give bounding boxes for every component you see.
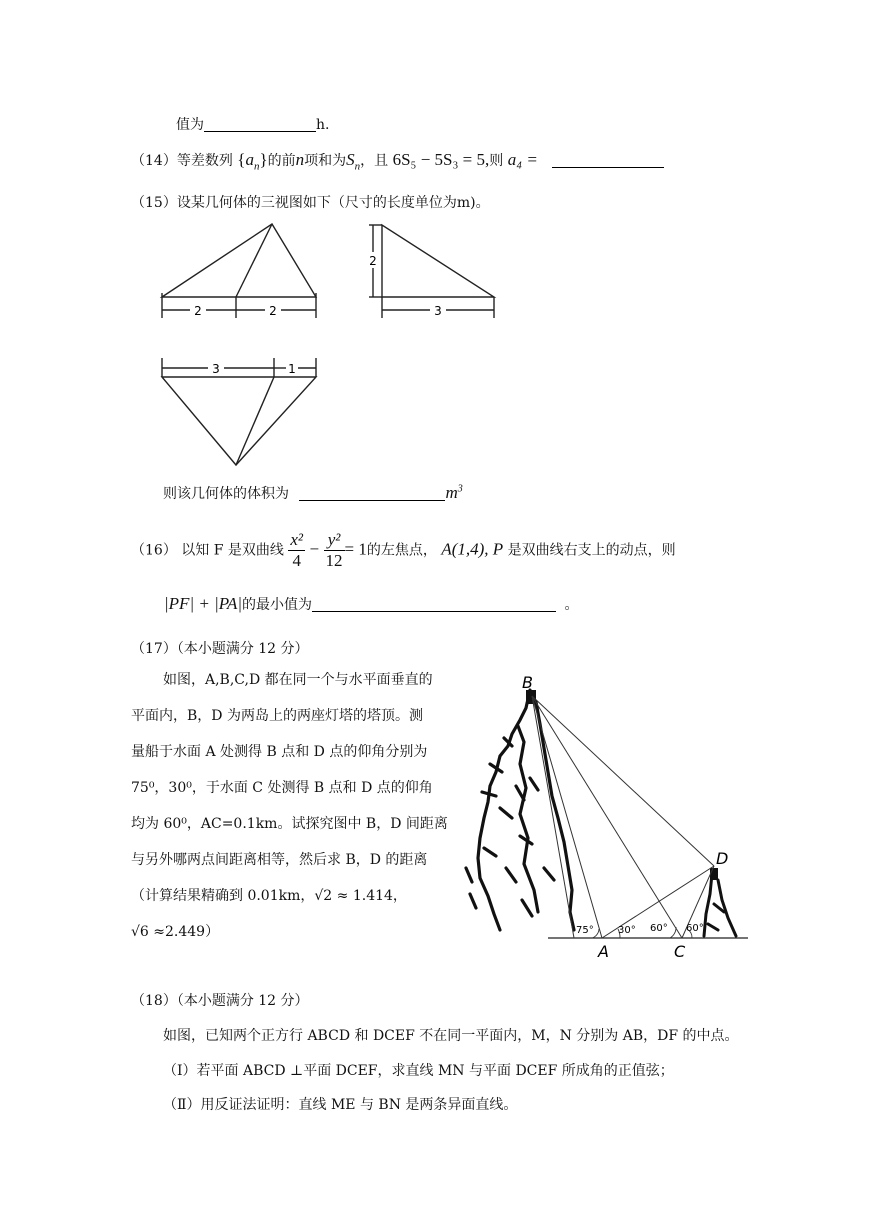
q15-number: （15）: [131, 195, 177, 211]
q17-line-5: 与另外哪两点间距离相等，然后求 B，D 的距离: [131, 852, 428, 868]
q14-ask: a₄ =: [507, 150, 538, 169]
q17-line-6: （计算结果精确到 0.01km，√2 ≈ 1.414，: [131, 888, 407, 904]
q16-frac-y: $\frac{\text{y²}}{12}$: [325, 530, 343, 570]
q17-figure: [460, 668, 750, 963]
q17-body: [131, 662, 453, 950]
q14-text3: 项和为: [304, 153, 347, 169]
front-view-edge: [236, 224, 272, 297]
front-dim-right: 2: [269, 304, 277, 318]
q17-line-0: 如图，A,B,C,D 都在同一个与水平面垂直的: [163, 672, 433, 688]
q15-answer-prefix: 则该几何体的体积为: [163, 486, 289, 502]
q17-header: [131, 638, 309, 658]
q18-header: [131, 990, 309, 1010]
q18-number: （18）: [131, 993, 177, 1009]
q16-text1: 以知 F 是双曲线: [181, 542, 284, 559]
q17-line-2: 量船于水面 A 处测得 B 点和 D 点的仰角分别为: [131, 744, 428, 760]
q17-line-7: √6 ≈2.449）: [131, 924, 220, 940]
label-b: B: [522, 673, 533, 692]
angle-60-right: 60°: [686, 923, 704, 934]
q16-text4: 的最小值为: [242, 597, 313, 613]
q14-text4: ，且: [360, 153, 389, 169]
q16: （16） 以知 F 是双曲线 $\frac{\text{x²}}{4}$ − $\frac{\text{y²}}{12}$ = 1的左焦点， A(1,4), P 是双曲线右支上的动点，则: [131, 530, 676, 570]
side-view-outline: [382, 225, 494, 297]
q18-part1: （Ⅰ）若平面 ABCD ⊥平面 DCEF，求直线 MN 与平面 DCEF 所成角的正值弦；: [163, 1063, 674, 1079]
angle-30: 30°: [618, 925, 636, 936]
angle-75: 75°: [576, 925, 594, 936]
front-view-outline: [162, 224, 316, 297]
label-c: C: [674, 942, 686, 961]
front-dim-left: 2: [194, 304, 202, 318]
q16-text3: 是双曲线右支上的动点，则: [507, 542, 676, 559]
q17-line-4: 均为 60⁰，AC=0.1km。试探究图中 B，D 间距离: [131, 816, 448, 832]
q17-score: （本小题满分 12 分）: [176, 641, 309, 657]
q16-text2: 的左焦点，: [366, 542, 437, 559]
q15-answer: [163, 483, 463, 503]
top-dim-right: 1: [288, 362, 296, 376]
q14-text5: 则: [489, 153, 504, 169]
tower-b: [526, 690, 536, 704]
q16-blank: [312, 595, 556, 612]
q17-line-3: 75⁰，30⁰，于水面 C 处测得 B 点和 D 点的仰角: [131, 780, 433, 796]
q17-number: （17）: [131, 641, 177, 657]
q14-S: $S_n$: [346, 150, 361, 173]
q15-side-view: [369, 225, 494, 318]
q16-number: （16）: [131, 542, 177, 559]
q16-end: 。: [564, 597, 579, 613]
cliff-left: [466, 690, 574, 930]
q16-eq1: = 1: [344, 539, 367, 559]
q15-unit: $m^3$: [445, 483, 463, 502]
q15-blank: [299, 484, 445, 501]
label-a: A: [598, 942, 609, 961]
q16-frac-x: $\frac{\text{x²}}{4}$: [290, 530, 304, 570]
q13-suffix: h.: [316, 117, 330, 133]
top-view-edge: [236, 377, 274, 465]
tower-d: [710, 868, 718, 880]
q18-intro: 如图，已知两个正方行 ABCD 和 DCEF 不在同一平面内，M，N 分别为 AB，DF 的中点。: [163, 1028, 739, 1044]
q17-line-1: 平面内，B，D 为两岛上的两座灯塔的塔顶。测: [131, 708, 423, 724]
q14-text1: 等差数列: [176, 153, 233, 169]
q14-n: n: [295, 150, 305, 169]
top-dim-left: 3: [212, 362, 220, 376]
angle-60-left: 60°: [650, 923, 668, 934]
q16-line2: [164, 594, 578, 614]
label-d: D: [716, 849, 729, 868]
q13-prefix: 值为: [176, 117, 204, 133]
top-view-outline: [162, 377, 316, 465]
q14-text2: 的前: [267, 153, 296, 169]
q14-number: （14）: [131, 153, 177, 169]
q15-text: 设某几何体的三视图如下（尺寸的长度单位为m)。: [176, 195, 490, 211]
q16-points: A(1,4), P: [441, 539, 504, 559]
side-dim-width: 3: [434, 304, 442, 318]
q18-part2: （Ⅱ）用反证法证明：直线 ME 与 BN 是两条异面直线。: [163, 1097, 518, 1113]
q18-score: （本小题满分 12 分）: [176, 993, 309, 1009]
q14-equation: 6S₅ − 5S₃ = 5,: [392, 150, 490, 169]
q14-seq: $\{a_n\}$: [237, 150, 268, 173]
cliff-right: [704, 874, 736, 936]
q16-expression: |PF| + |PA|: [164, 594, 243, 613]
side-dim-height: 2: [369, 254, 377, 268]
